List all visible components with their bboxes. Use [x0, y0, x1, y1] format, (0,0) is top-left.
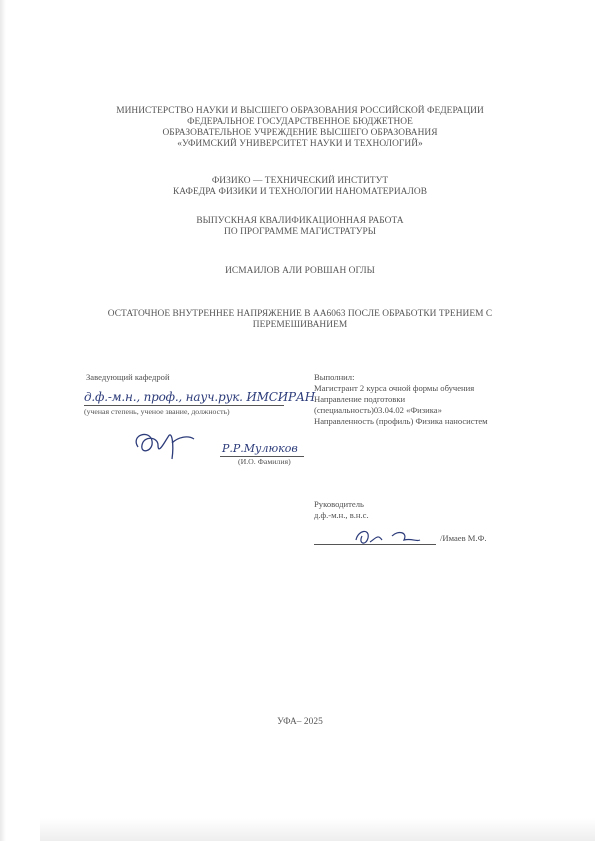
supervisor-name: /Имаев М.Ф.: [440, 533, 487, 543]
performed-by-line: Магистрант 2 курса очной формы обучения: [314, 383, 475, 393]
head-of-department-label: Заведующий кафедрой: [86, 372, 170, 382]
head-signature-icon: [128, 425, 198, 465]
scan-shadow-left: [0, 0, 6, 841]
work-type-line: ВЫПУСКНАЯ КВАЛИФИКАЦИОННАЯ РАБОТА: [196, 216, 404, 226]
title-line: ОСТАТОЧНОЕ ВНУТРЕННЕЕ НАПРЯЖЕНИЕ В АА6063 ПОСЛЕ ОБРАБОТКИ ТРЕНИЕМ С: [107, 309, 493, 319]
city-year-text: УФА– 2025: [277, 717, 323, 727]
handwritten-head-name: Р.Р.Мулюков: [222, 442, 298, 455]
title-line: ПЕРЕМЕШИВАНИЕМ: [252, 320, 348, 330]
performed-by-line: Направление подготовки: [314, 394, 406, 404]
work-type-line: ПО ПРОГРАММЕ МАГИСТРАТУРЫ: [224, 227, 376, 237]
header-line: МИНИСТЕРСТВО НАУКИ И ВЫСШЕГО ОБРАЗОВАНИЯ РОССИЙСКОЙ ФЕДЕРАЦИИ: [116, 106, 484, 116]
performed-by-label: Выполнил:: [314, 372, 355, 382]
department-line: КАФЕДРА ФИЗИКИ И ТЕХНОЛОГИИ НАНОМАТЕРИАЛОВ: [173, 187, 427, 197]
performed-by-line: (специальность)03.04.02 «Физика»: [314, 405, 442, 415]
work-type-block: [60, 216, 540, 238]
header-line: ОБРАЗОВАТЕЛЬНОЕ УЧРЕЖДЕНИЕ ВЫСШЕГО ОБРАЗОВАНИЯ: [162, 128, 438, 138]
degree-caption: (ученая степень, ученое звание, должность): [84, 407, 230, 416]
institute-line: ФИЗИКО — ТЕХНИЧЕСКИЙ ИНСТИТУТ: [211, 176, 389, 186]
ministry-header: [60, 106, 540, 150]
supervisor-signature-icon: [352, 526, 422, 548]
handwritten-degree: д.ф.-м.н., проф., науч.рук. ИМСИРАН: [84, 390, 316, 404]
thesis-title: [40, 309, 560, 331]
header-line: «УФИМСКИЙ УНИВЕРСИТЕТ НАУКИ И ТЕХНОЛОГИЙ»: [177, 139, 423, 149]
header-line: ФЕДЕРАЛЬНОЕ ГОСУДАРСТВЕННОЕ БЮДЖЕТНОЕ: [187, 117, 413, 127]
city-year: [60, 717, 540, 728]
name-caption: (И.О. Фамилия): [238, 457, 291, 466]
author-name-text: ИСМАИЛОВ АЛИ РОВШАН ОГЛЫ: [225, 266, 375, 276]
performed-by-line: Направленность (профиль) Физика наносистем: [314, 416, 488, 426]
supervisor-degree: д.ф.-м.н., в.н.с.: [314, 510, 369, 520]
supervisor-label: Руководитель: [314, 499, 364, 509]
author-name: [60, 266, 540, 277]
scan-shadow-bottom: [40, 818, 595, 841]
institute-block: [60, 176, 540, 198]
